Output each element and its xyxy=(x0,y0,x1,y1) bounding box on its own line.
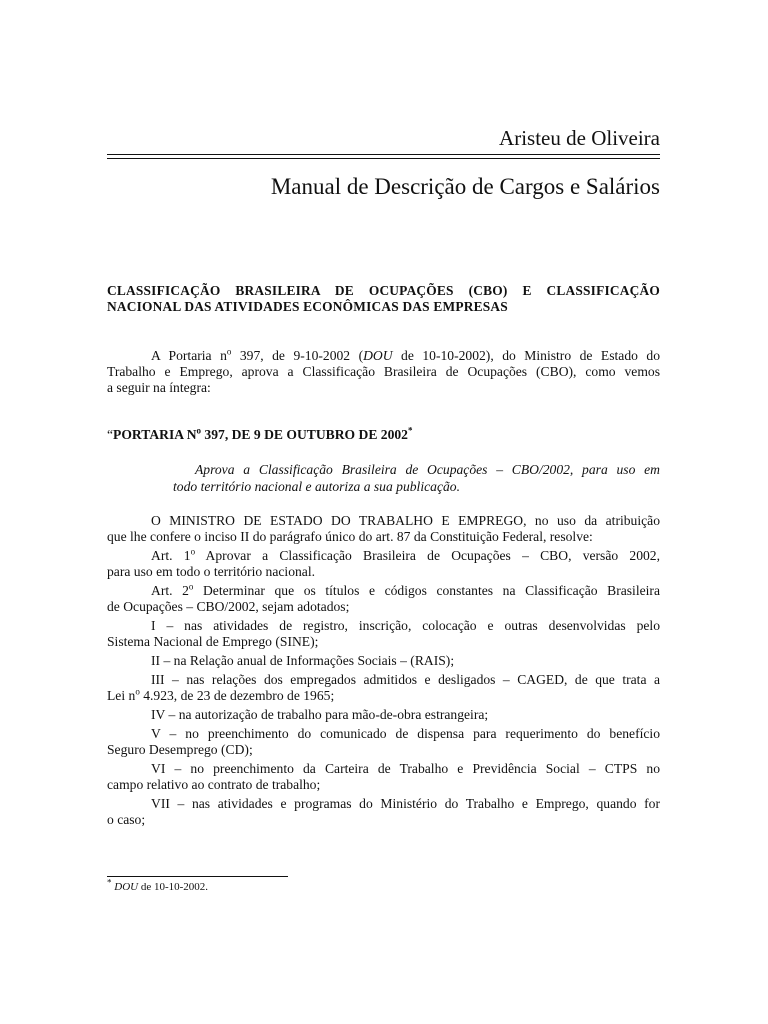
portaria-title-text: 397, DE 9 DE OUTUBRO DE 2002 xyxy=(201,427,408,442)
article-1 xyxy=(107,548,660,580)
dou-abbrev: DOU xyxy=(363,348,393,363)
footnote-mark: * xyxy=(407,425,413,436)
running-header-book-title: Manual de Descrição de Cargos e Salários xyxy=(270,174,660,199)
ementa-line-1: Aprova a Classificação Brasileira de Ocupações – CBO/2002, para uso em xyxy=(195,462,660,477)
item-v-line-1: V – no preenchimento do comunicado de dispensa para requerimento do benefício xyxy=(151,726,660,741)
footnote-text: de 10-10-2002. xyxy=(138,881,209,893)
article-2-line-2: de Ocupações – CBO/2002, sejam adotados; xyxy=(107,599,350,614)
item-vii-line-2: o caso; xyxy=(107,812,146,827)
ementa-line-2: todo território nacional e autoriza a sua publicação. xyxy=(173,479,460,494)
intro-paragraph xyxy=(107,348,660,396)
item-vii xyxy=(107,796,660,828)
item-iii-line-2 xyxy=(107,688,660,704)
article-text: Determinar que os títulos e códigos constantes na Classificação Brasileira xyxy=(193,583,660,598)
section-heading xyxy=(107,283,660,315)
document-page xyxy=(107,0,660,1024)
intro-text: 397, de 9-10-2002 ( xyxy=(231,348,364,363)
law-ref: 4.923, de 23 de dezembro de 1965; xyxy=(139,688,335,703)
item-i xyxy=(107,618,660,650)
portaria-title xyxy=(107,427,412,443)
preamble xyxy=(107,513,660,545)
footnote-rule xyxy=(107,876,288,877)
article-1-line-2: para uso em todo o território nacional. xyxy=(107,564,315,579)
item-v-line-2: Seguro Desemprego (CD); xyxy=(107,742,253,757)
item-ii xyxy=(107,653,660,669)
decree-body xyxy=(107,513,660,828)
item-v xyxy=(107,726,660,758)
section-heading-line-1: CLASSIFICAÇÃO BRASILEIRA DE OCUPAÇÕES (CBO) E CLASSIFICAÇÃO xyxy=(107,283,660,298)
ordinal-sup: o xyxy=(190,546,196,557)
item-vi-line-2: campo relativo ao contrato de trabalho; xyxy=(107,777,321,792)
intro-text: de 10-10-2002), do Ministro de Estado do xyxy=(392,348,660,363)
item-i-line-1: I – nas atividades de registro, inscrição, colocação e outras desenvolvidas pelo xyxy=(151,618,660,633)
ementa xyxy=(173,461,660,495)
ordinal-sup: o xyxy=(226,346,232,357)
article-2 xyxy=(107,583,660,615)
intro-line-1 xyxy=(107,348,660,364)
footnote-mark: * xyxy=(107,877,112,888)
dou-abbrev: DOU xyxy=(114,881,139,893)
item-ii-line-1: II – na Relação anual de Informações Sociais – (RAIS); xyxy=(151,653,455,668)
footnote xyxy=(107,877,209,894)
item-vi-line-1: VI – no preenchimento da Carteira de Trabalho e Previdência Social – CTPS no xyxy=(151,761,660,776)
article-label: Art. 2 xyxy=(151,583,189,598)
header-rule-bottom xyxy=(107,158,660,159)
article-label: Art. 1 xyxy=(151,548,191,563)
intro-text: A Portaria n xyxy=(151,348,227,363)
item-iii xyxy=(107,672,660,704)
item-vi xyxy=(107,761,660,793)
portaria-title-text: PORTARIA N xyxy=(113,427,197,442)
item-i-line-2: Sistema Nacional de Emprego (SINE); xyxy=(107,634,319,649)
ordinal-sup: o xyxy=(188,581,194,592)
running-header-author: Aristeu de Oliveira xyxy=(499,126,660,150)
preamble-line-1: O MINISTRO DE ESTADO DO TRABALHO E EMPREGO, no uso da atribuição xyxy=(151,513,660,528)
ordinal-sup: o xyxy=(135,686,140,697)
item-vii-line-1: VII – nas atividades e programas do Ministério do Trabalho e Emprego, quando for xyxy=(151,796,660,811)
law-ref: Lei n xyxy=(107,688,136,703)
item-iii-line-1: III – nas relações dos empregados admitidos e desligados – CAGED, de que trata a xyxy=(151,672,660,687)
article-text: Aprovar a Classificação Brasileira de Ocupações – CBO, versão 2002, xyxy=(195,548,661,563)
header-rule-top xyxy=(107,154,660,155)
article-1-line-1 xyxy=(107,548,660,564)
preamble-line-2: que lhe confere o inciso II do parágrafo único do art. 87 da Constituição Federal, resolve: xyxy=(107,529,593,544)
article-2-line-1 xyxy=(107,583,660,599)
intro-line-3: a seguir na íntegra: xyxy=(107,380,211,395)
open-quote: “ xyxy=(107,427,114,442)
intro-line-2: Trabalho e Emprego, aprova a Classificação Brasileira de Ocupações (CBO), como vemos xyxy=(107,364,660,379)
section-heading-line-2: NACIONAL DAS ATIVIDADES ECONÔMICAS DAS EMPRESAS xyxy=(107,299,508,314)
item-iv xyxy=(107,707,660,723)
ordinal-sup: o xyxy=(196,425,202,436)
item-iv-line-1: IV – na autorização de trabalho para mão-de-obra estrangeira; xyxy=(151,707,489,722)
